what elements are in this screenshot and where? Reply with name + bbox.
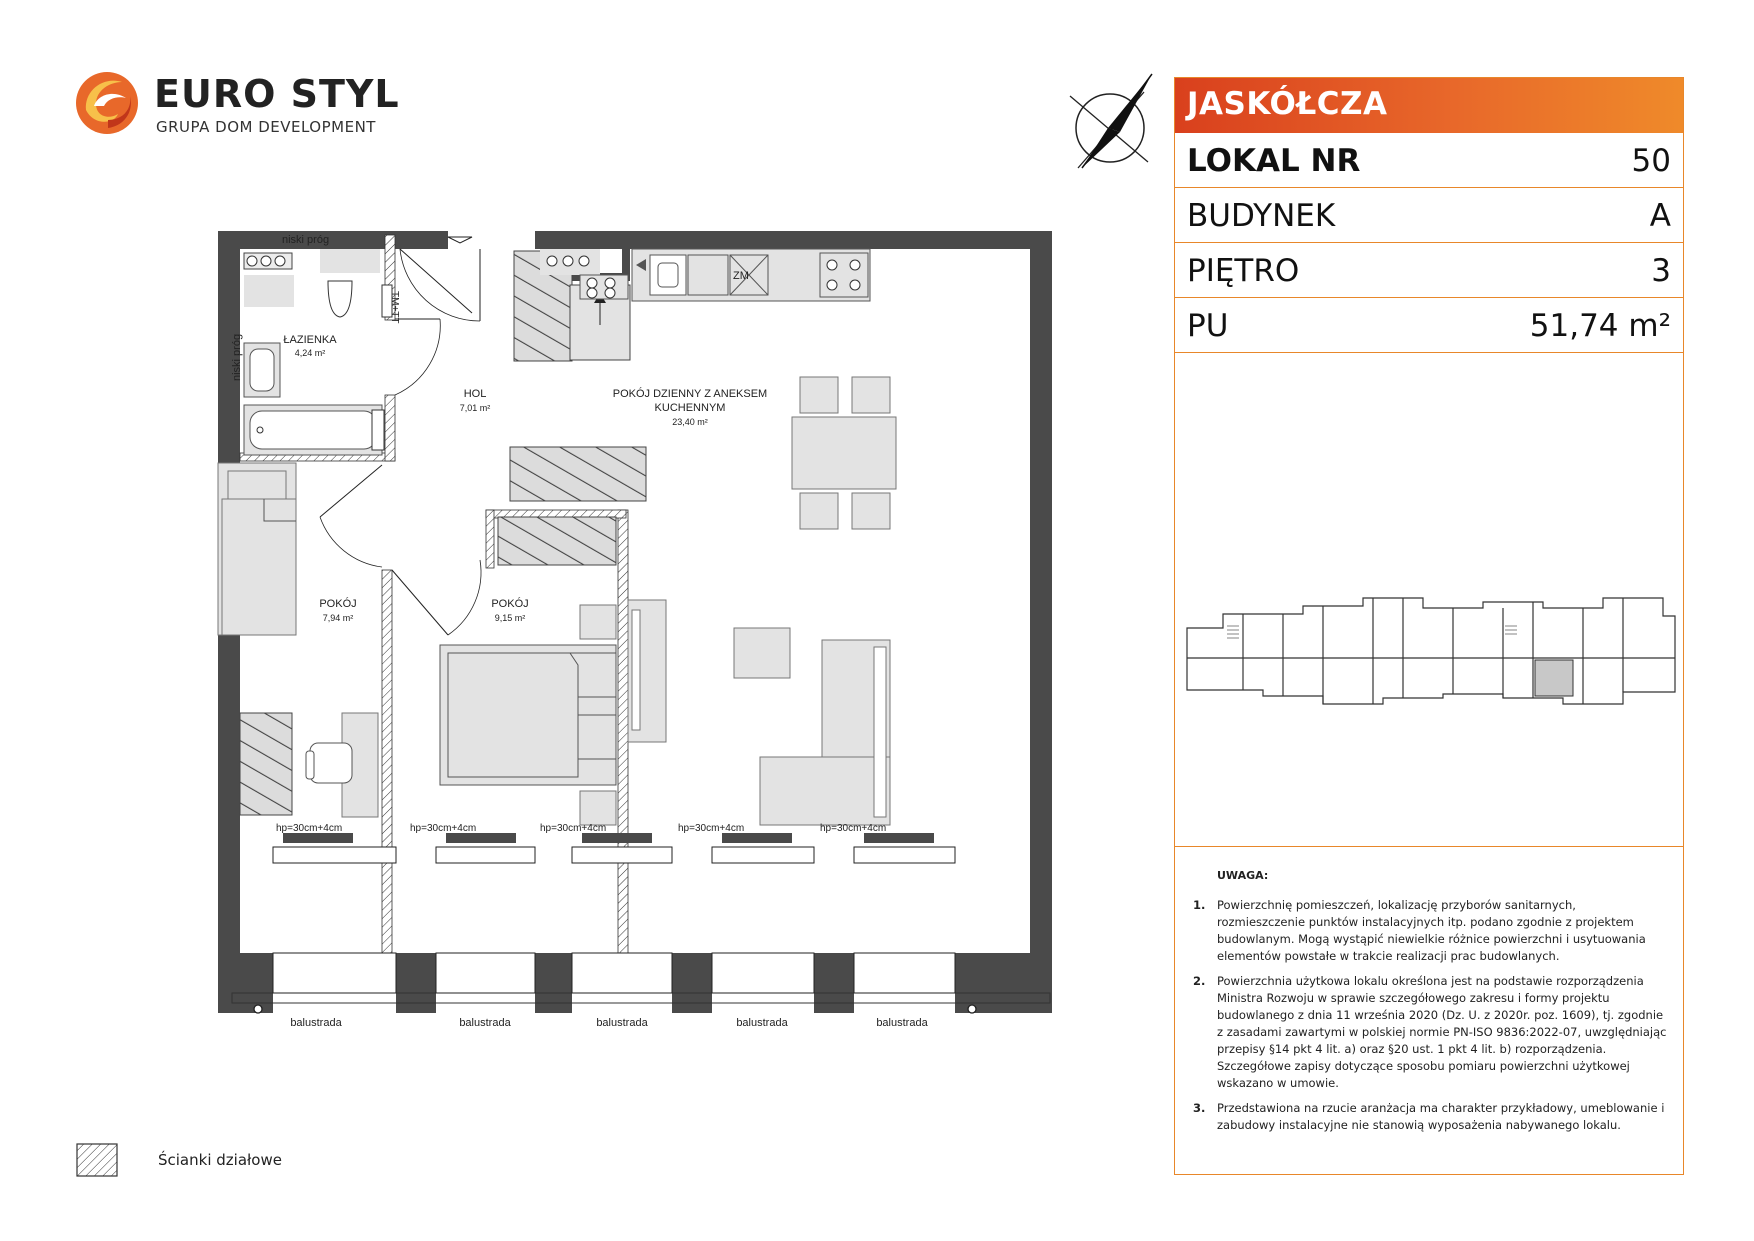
row-lokal-label: LOKAL NR (1187, 143, 1361, 179)
row-pu-value: 51,74 m² (1529, 308, 1671, 344)
room2-name: POKÓJ (491, 598, 529, 610)
bathroom-area: 4,24 m² (294, 348, 326, 358)
hp-label-2: hp=30cm+4cm (410, 823, 477, 834)
row-budynek (1175, 188, 1683, 243)
row-pietro-label: PIĘTRO (1187, 253, 1300, 289)
room1-name: POKÓJ (319, 598, 357, 610)
panel-header (1175, 78, 1683, 133)
hall-area: 7,01 m² (459, 403, 491, 413)
balustrada-label-4: balustrada (736, 1017, 788, 1029)
balustrada-label-1: balustrada (290, 1017, 342, 1029)
balustrada-label-2: balustrada (459, 1017, 511, 1029)
note-item (1193, 973, 1667, 1092)
row-budynek-value: A (1649, 198, 1671, 234)
north-arrow-icon (1068, 72, 1154, 172)
hp-label-1: hp=30cm+4cm (276, 823, 343, 834)
note-number: 1. (1193, 898, 1206, 912)
notes-title: UWAGA: (1217, 869, 1269, 882)
hall-name: HOL (463, 388, 487, 400)
zm-label: ZM (733, 270, 749, 282)
niski-prog-label-2: niski próg (231, 333, 243, 381)
row-lokal-value: 50 (1631, 143, 1671, 179)
row-pietro (1175, 243, 1683, 298)
note-text: Przedstawiona na rzucie aranżacja ma charakter przykładowy, umeblowanie i zabudowy instalacyjne nie stanowią wyposażenia nabywanego lokalu. (1217, 1101, 1665, 1132)
interior-doors (320, 319, 481, 635)
legend (76, 1143, 336, 1183)
note-item (1193, 897, 1667, 965)
brand-name: EURO STYL (154, 72, 400, 116)
hp-label-5: hp=30cm+4cm (820, 823, 887, 834)
info-panel (1174, 77, 1684, 1175)
room1-area: 7,94 m² (322, 613, 354, 623)
balustrada-label-3: balustrada (596, 1017, 648, 1029)
legend-label: Ścianki działowe (158, 1151, 282, 1169)
brand-logo (74, 70, 400, 150)
note-number: 2. (1193, 974, 1206, 988)
hatched-wall-icon (76, 1143, 118, 1177)
eurostyl-swirl-logo-icon (74, 70, 140, 136)
floor-plan (210, 225, 1060, 1030)
notes-section (1175, 846, 1683, 1177)
row-pietro-value: 3 (1651, 253, 1671, 289)
row-lokal (1175, 133, 1683, 188)
living-area: 23,40 m² (672, 417, 708, 427)
row-pu (1175, 298, 1683, 353)
niski-prog-label: niski próg (282, 234, 330, 246)
building-key-plan (1183, 586, 1677, 726)
notes-list (1193, 897, 1667, 1142)
row-pu-label: PU (1187, 308, 1229, 344)
bathroom-name: ŁAZIENKA (283, 334, 337, 346)
note-number: 3. (1193, 1101, 1206, 1115)
room2-area: 9,15 m² (494, 613, 526, 623)
note-item (1193, 1100, 1667, 1134)
row-budynek-label: BUDYNEK (1187, 198, 1336, 234)
kitchen-counter (540, 249, 870, 301)
note-text: Powierzchnię pomieszczeń, lokalizację przyborów sanitarnych, rozmieszczenie punktów instalacyjnych itp. podano zgodnie z projektem budowlanym. Mogą wystąpić niewielkie różnice powierzchni i usytuowania elementów powstałe w trakcie realizacji prac budowlanych. (1217, 898, 1646, 963)
hp-label-4: hp=30cm+4cm (678, 823, 745, 834)
investment-name: JASKÓŁCZA (1187, 86, 1388, 122)
tm-tt-label: TM+TT (389, 291, 400, 324)
living-name: POKÓJ DZIENNY Z ANEKSEM (612, 388, 768, 400)
hp-label-3: hp=30cm+4cm (540, 823, 607, 834)
brand-subtitle: GRUPA DOM DEVELOPMENT (156, 118, 376, 136)
living-name2: KUCHENNYM (654, 402, 726, 414)
balustrada-label-5: balustrada (876, 1017, 928, 1029)
living-furniture (628, 600, 890, 825)
dining-set (792, 377, 896, 529)
note-text: Powierzchnia użytkowa lokalu określona jest na podstawie rozporządzenia Ministra Rozwoju w sprawie szczegółowego zakresu i formy projektu budowlanego z dnia 11 września 2020 (Dz. U. z 2020r. poz. 1609), tj. zgodnie z zasadami zawartymi w polskiej normie PN-ISO 9836:2022-07, uwzględniając przepisy §14 pkt 4 lit. a) oraz §20 ust. 1 pkt 4 lit. b) rozporządzenia. Szczegółowe zapisy dotyczące sposobu pomiaru powierzchni użytkowej wskazano w umowie. (1217, 974, 1667, 1090)
bed (440, 605, 616, 825)
entry-door (400, 237, 480, 321)
